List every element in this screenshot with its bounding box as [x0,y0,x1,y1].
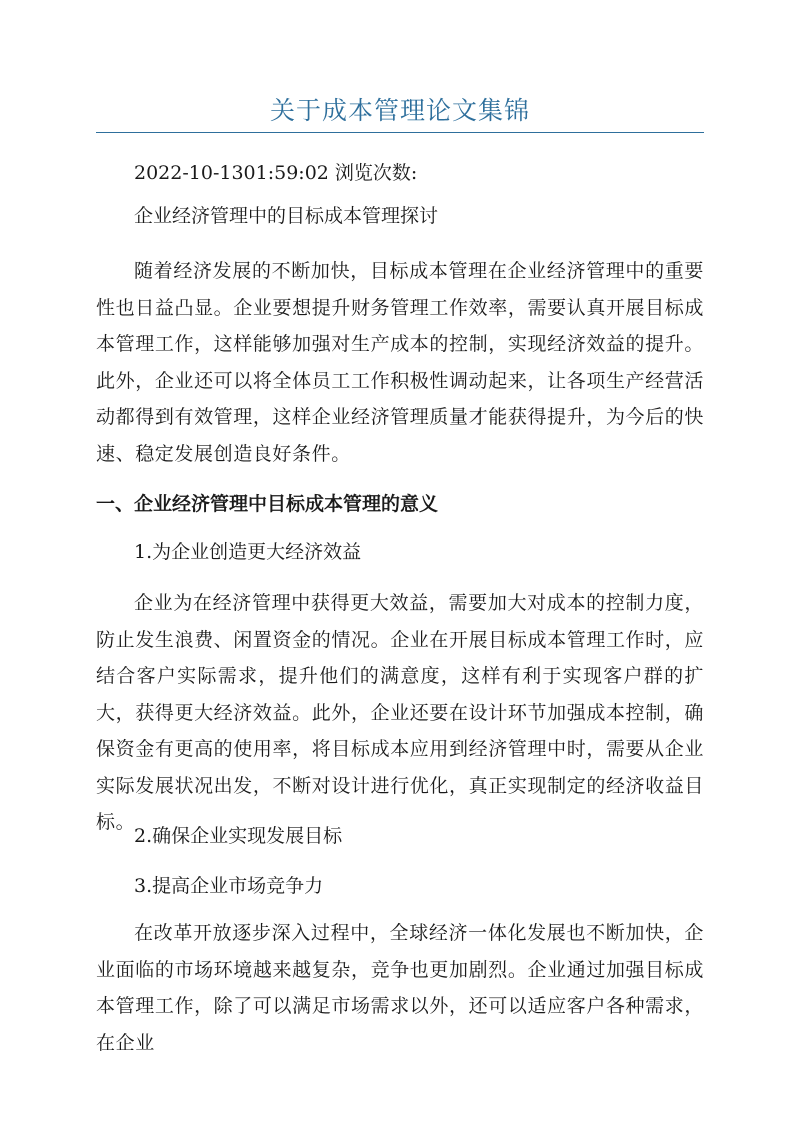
document-meta: 2022-10-1301:59:02 浏览次数: [134,162,418,184]
item-title-3: 3.提高企业市场竞争力 [134,875,324,897]
section-heading-1: 一、企业经济管理中目标成本管理的意义 [96,493,439,515]
article-subtitle: 企业经济管理中的目标成本管理探讨 [134,205,439,227]
item-paragraph-3: 在改革开放逐步深入过程中，全球经济一体化发展也不断加快，企业面临的市场环境越来越复杂，竞争也更加剧烈。企业通过加强目标成本管理工作，除了可以满足市场需求以外，还可以适应客户各种需求，在企业 [96,922,704,1054]
item-paragraph-1: 企业为在经济管理中获得更大效益，需要加大对成本的控制力度，防止发生浪费、闲置资金的情况。企业在开展目标成本管理工作时，应结合客户实际需求，提升他们的满意度，这样有利于实现客户群的扩大，获得更大经济效益。此外，企业还要在设计环节加强成本控制，确保资金有更高的使用率，将目标成本应用到经济管理中时，需要从企业实际发展状况出发，不断对设计进行优化，真正实现制定的经济收益目标。 [96,592,704,833]
title-underline [96,132,704,133]
intro-paragraph: 随着经济发展的不断加快，目标成本管理在企业经济管理中的重要性也日益凸显。企业要想提升财务管理工作效率，需要认真开展目标成本管理工作，这样能够加强对生产成本的控制，实现经济效益的提升。此外，企业还可以将全体员工工作积极性调动起来，让各项生产经营活动都得到有效管理，这样企业经济管理质量才能获得提升，为今后的快速、稳定发展创造良好条件。 [96,260,704,465]
item-title-1: 1.为企业创造更大经济效益 [134,541,362,563]
item-title-2: 2.确保企业实现发展目标 [134,825,343,847]
document-title: 关于成本管理论文集锦 [269,96,530,125]
